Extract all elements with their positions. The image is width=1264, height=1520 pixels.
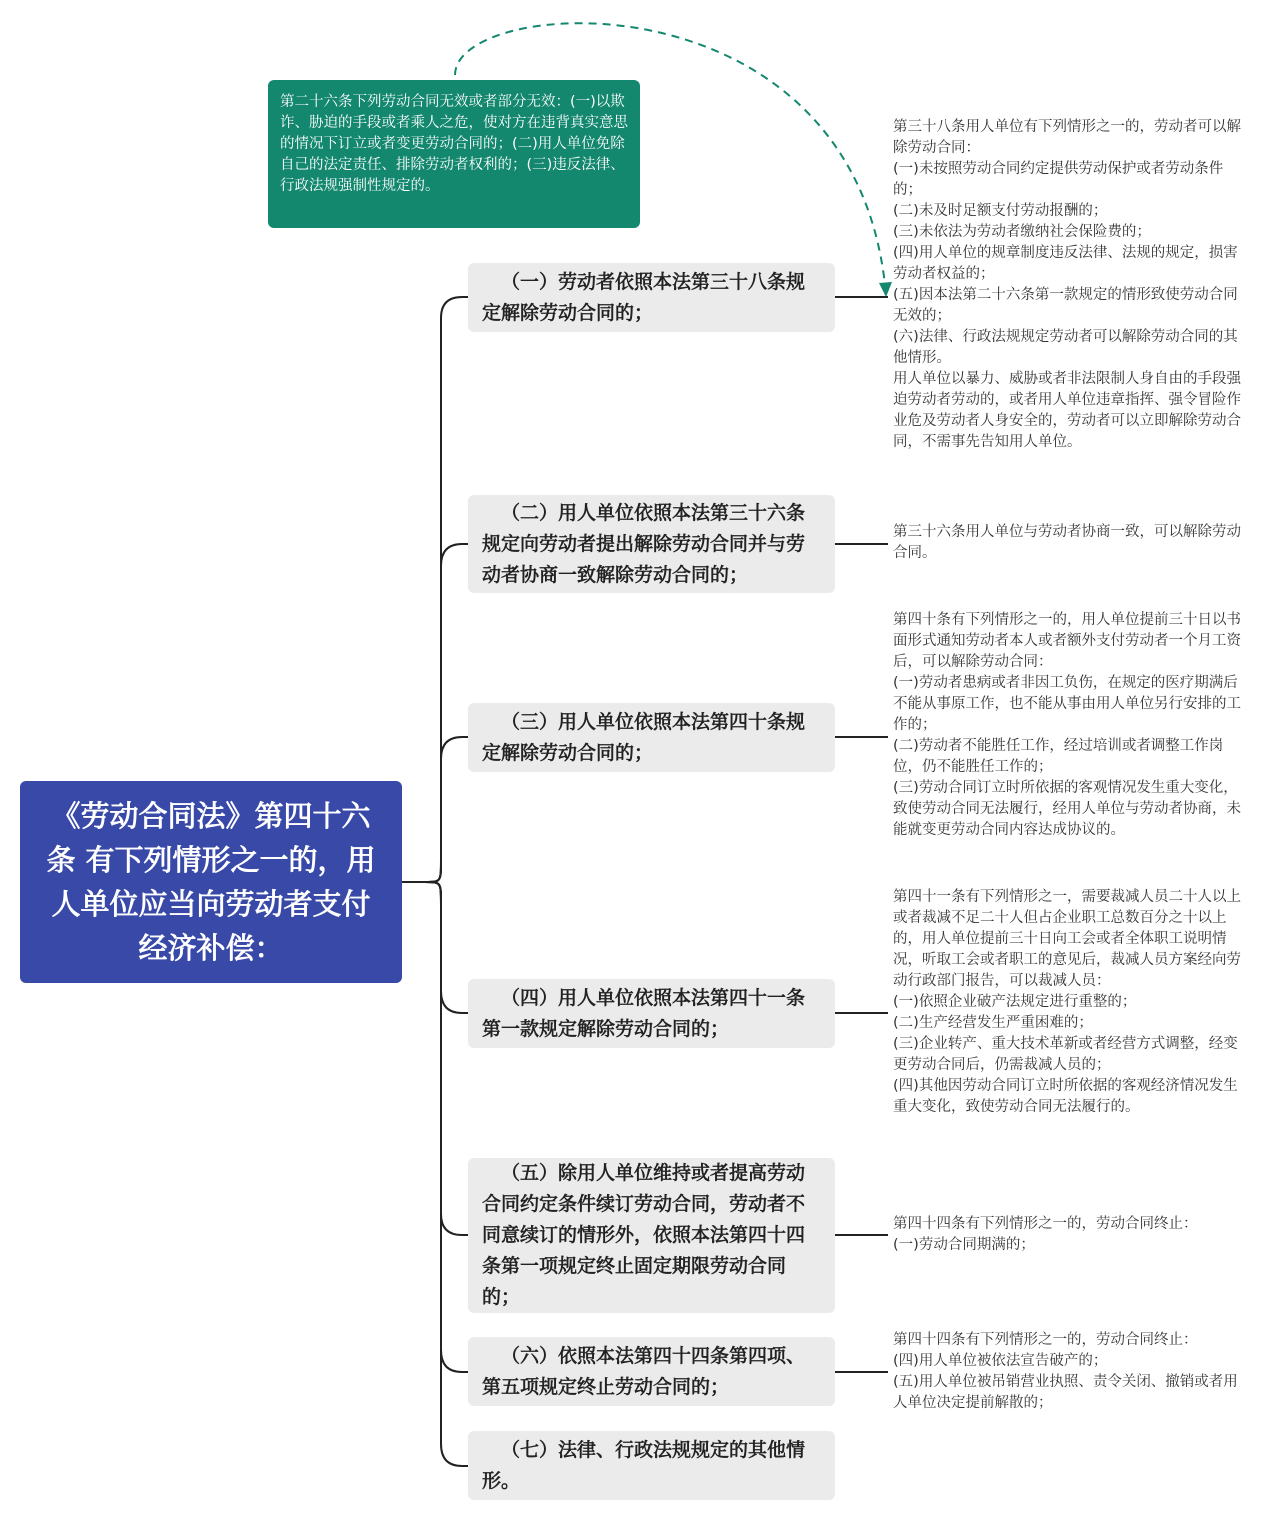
branch-6-label: （六）依照本法第四十四条第四项、第五项规定终止劳动合同的；	[482, 1344, 806, 1398]
detail-article-36[interactable]: 第三十六条用人单位与劳动者协商一致，可以解除劳动合同。	[893, 524, 1241, 561]
connector-branch-7	[425, 882, 468, 1466]
branch-4[interactable]	[468, 979, 835, 1048]
branch-2[interactable]	[468, 495, 835, 593]
detail-article-38[interactable]: 第三十八条用人单位有下列情形之一的，劳动者可以解除劳动合同： (一)未按照劳动合同约定提供劳动保护或者劳动条件的； (二)未及时足额支付劳动报酬的； (三)未依法为劳动者缴纳社会保险费的； (四)用人单位的规章制度违反法律、法规的规定，损害劳动者权益的； (五)因本法第二十六条第一款规定的情形致使劳动合同无效的； (六)法律、行政法规规定劳动者可以解除劳动合同的其他情形。 用人单位以暴力、威胁或者非法限制人身自由的手段强迫劳动者劳动的，或者用人单位违章指挥、强令冒险作业危及劳动者人身安全的，劳动者可以立即解除劳动合同，不需事先告知用人单位。	[893, 119, 1241, 450]
detail-article-44-items-4-5[interactable]: 第四十四条有下列情形之一的，劳动合同终止： (四)用人单位被依法宣告破产的； (五)用人单位被吊销营业执照、责令关闭、撤销或者用人单位决定提前解散的；	[893, 1332, 1238, 1411]
branch-1-label: （一）劳动者依照本法第三十八条规定解除劳动合同的；	[482, 270, 806, 324]
detail-article-41[interactable]: 第四十一条有下列情形之一，需要裁减人员二十人以上或者裁减不足二十人但占企业职工总数百分之十以上的，用人单位提前三十日向工会或者全体职工说明情况，听取工会或者职工的意见后，裁减人员方案经向劳动行政部门报告，可以裁减人员： (一)依照企业破产法规定进行重整的； (二)生产经营发生严重困难的； (三)企业转产、重大技术革新或者经营方式调整，经变更劳动合同后，仍需裁减人员的； (四)其他因劳动合同订立时所依据的客观经济情况发生重大变化，致使劳动合同无法履行的。	[893, 889, 1241, 1115]
note-article-26[interactable]	[268, 80, 640, 228]
detail-article-44-item-1[interactable]: 第四十四条有下列情形之一的，劳动合同终止： (一)劳动合同期满的；	[893, 1216, 1198, 1253]
detail-article-40[interactable]: 第四十条有下列情形之一的，用人单位提前三十日以书面形式通知劳动者本人或者额外支付劳动者一个月工资后，可以解除劳动合同： (一)劳动者患病或者非因工负伤，在规定的医疗期满后不能从事原工作，也不能从事由用人单位另行安排的工作的； (二)劳动者不能胜任工作，经过培训或者调整工作岗位，仍不能胜任工作的； (三)劳动合同订立时所依据的客观情况发生重大变化，致使劳动合同无法履行，经用人单位与劳动者协商，未能就变更劳动合同内容达成协议的。	[893, 612, 1241, 838]
root-topic-label: 《劳动合同法》第四十六条 有下列情形之一的，用人单位应当向劳动者支付经济补偿：	[46, 799, 376, 965]
connector-branch-2	[425, 544, 468, 882]
branch-6[interactable]	[468, 1337, 835, 1406]
branch-3[interactable]	[468, 703, 835, 772]
arrow-head-icon	[879, 282, 892, 297]
branch-5-label: （五）除用人单位维持或者提高劳动合同约定条件续订劳动合同，劳动者不同意续订的情形外，依照本法第四十四条第一项规定终止固定期限劳动合同的；	[482, 1162, 806, 1308]
connector-branch-1	[425, 297, 468, 882]
root-topic[interactable]	[20, 781, 402, 983]
branch-1[interactable]	[468, 263, 835, 332]
branch-2-label: （二）用人单位依照本法第三十六条规定向劳动者提出解除劳动合同并与劳动者协商一致解除劳动合同的；	[482, 501, 806, 586]
connector-branch-5	[425, 882, 468, 1235]
note-text: 第二十六条下列劳动合同无效或者部分无效：(一)以欺诈、胁迫的手段或者乘人之危，使对方在违背真实意思的情况下订立或者变更劳动合同的；(二)用人单位免除自己的法定责任、排除劳动者权利的；(三)违反法律、行政法规强制性规定的。	[280, 94, 628, 194]
branch-5[interactable]	[468, 1158, 835, 1313]
branch-7[interactable]	[468, 1431, 835, 1500]
branch-7-label: （七）法律、行政法规规定的其他情形。	[482, 1438, 806, 1492]
branch-3-label: （三）用人单位依照本法第四十条规定解除劳动合同的；	[482, 710, 806, 764]
branch-4-label: （四）用人单位依照本法第四十一条第一款规定解除劳动合同的；	[482, 986, 806, 1040]
connector-branch-3	[425, 737, 468, 882]
connector-branch-4	[425, 882, 468, 1013]
connector-branch-6	[425, 882, 468, 1372]
